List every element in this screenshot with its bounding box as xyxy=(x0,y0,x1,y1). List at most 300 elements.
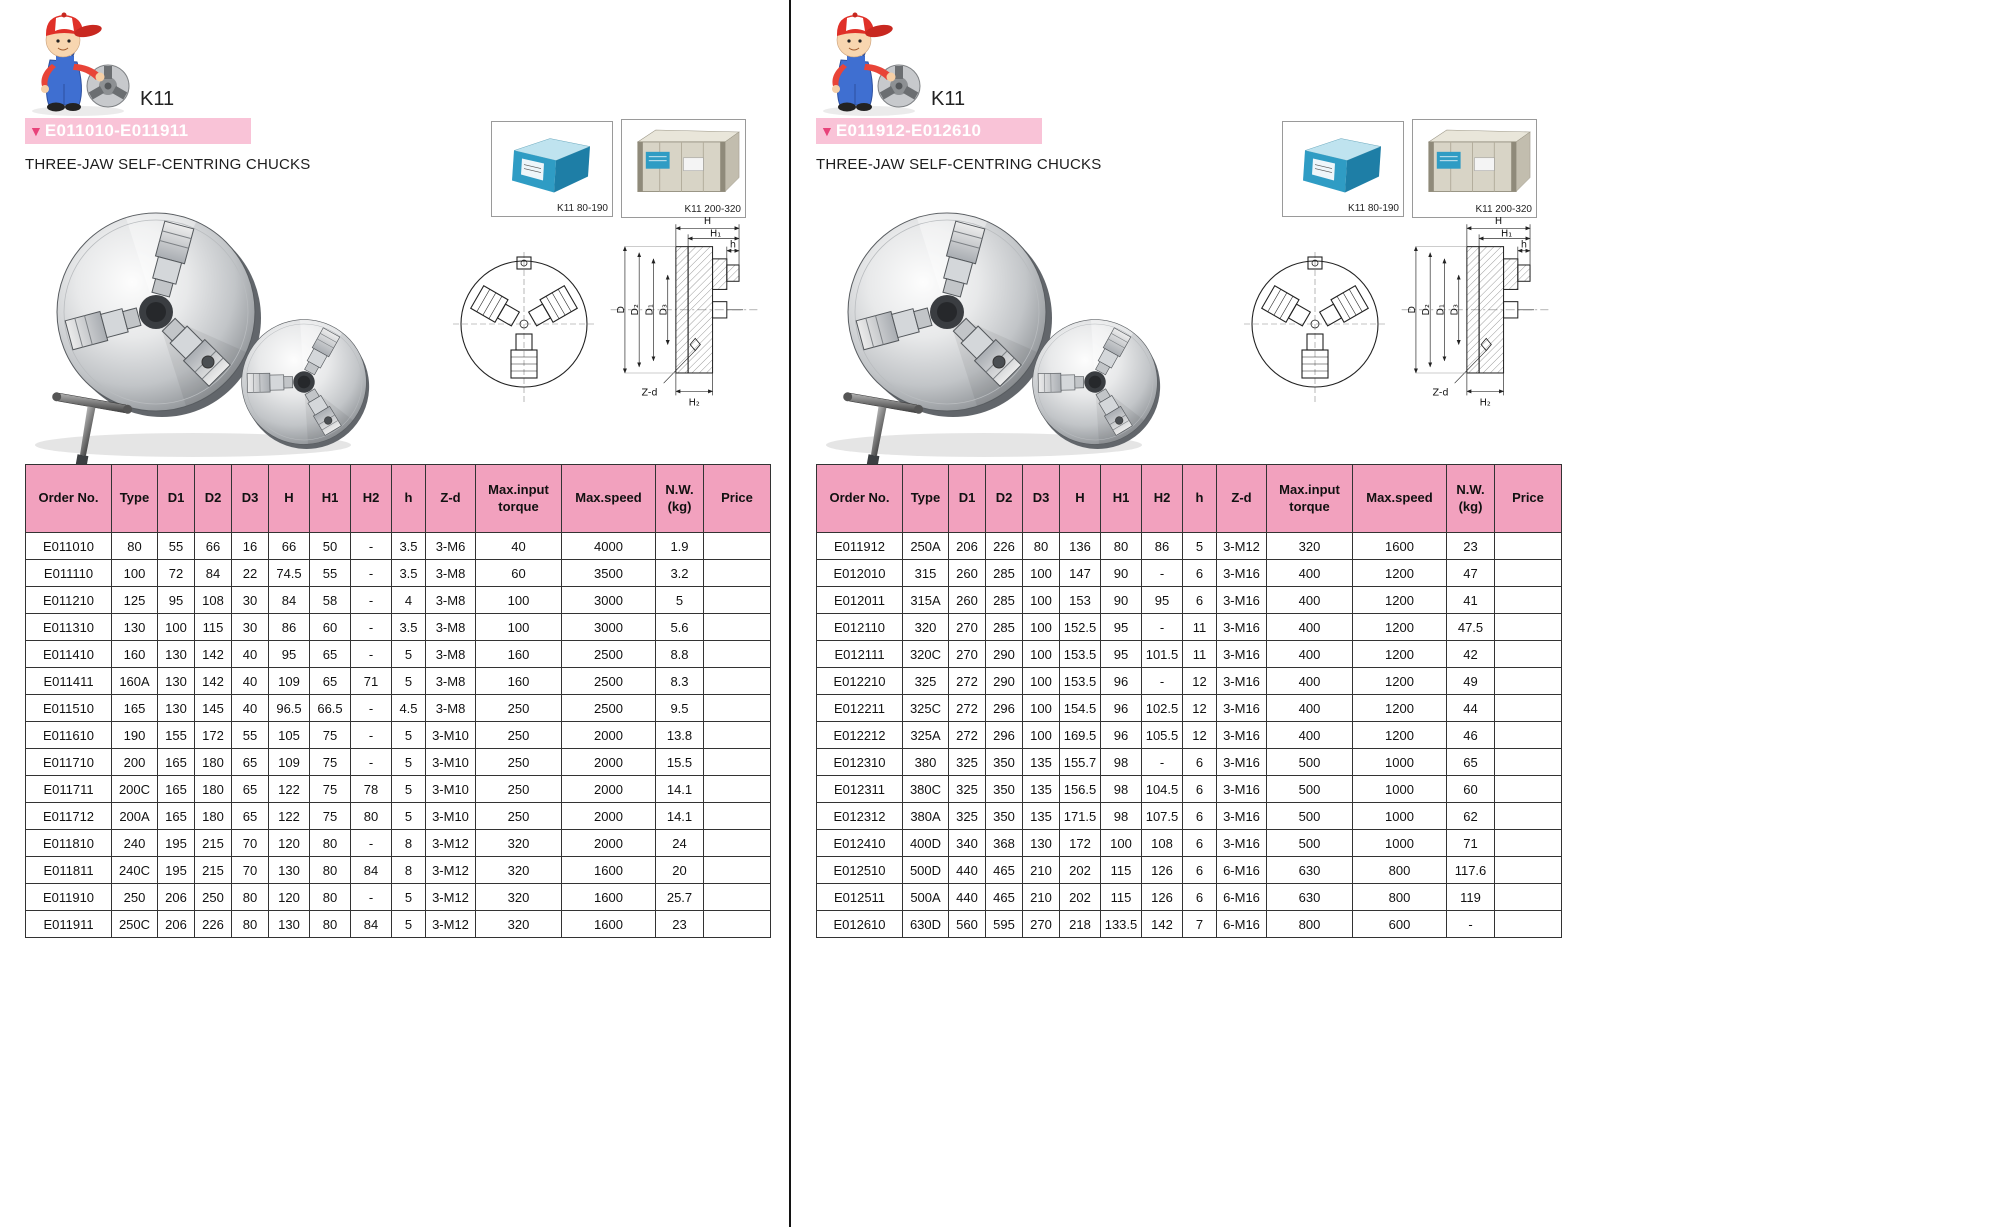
column-header: D1 xyxy=(158,465,195,533)
table-cell: 142 xyxy=(195,641,232,668)
table-cell: 3.2 xyxy=(656,560,704,587)
table-cell: 630 xyxy=(1267,857,1353,884)
table-cell: 250A xyxy=(903,533,949,560)
table-cell: 6 xyxy=(1183,884,1217,911)
dim-label-H: H xyxy=(1494,216,1503,228)
table-cell: 340 xyxy=(949,830,986,857)
table-row xyxy=(26,641,771,668)
table-cell: E011510 xyxy=(26,695,112,722)
table-cell xyxy=(704,749,771,776)
table-cell: 142 xyxy=(195,668,232,695)
table-cell xyxy=(1495,749,1562,776)
table-cell: 180 xyxy=(195,776,232,803)
table-cell: 8.8 xyxy=(656,641,704,668)
table-cell xyxy=(1495,722,1562,749)
table-cell: 74.5 xyxy=(269,560,310,587)
table-cell: 3-M8 xyxy=(426,560,476,587)
table-cell xyxy=(704,614,771,641)
table-cell: 320 xyxy=(476,830,562,857)
table-cell: 400 xyxy=(1267,668,1353,695)
table-row xyxy=(817,560,1562,587)
table-cell: 108 xyxy=(195,587,232,614)
table-cell: 126 xyxy=(1142,857,1183,884)
table-cell: 1000 xyxy=(1353,830,1447,857)
table-cell: 1200 xyxy=(1353,695,1447,722)
table-cell: 80 xyxy=(351,803,392,830)
table-cell: - xyxy=(1447,911,1495,938)
table-cell: 96 xyxy=(1101,668,1142,695)
table-cell: 71 xyxy=(351,668,392,695)
table-cell: 1200 xyxy=(1353,560,1447,587)
table-cell: 270 xyxy=(1023,911,1060,938)
table-cell: 400 xyxy=(1267,587,1353,614)
table-cell: 270 xyxy=(949,614,986,641)
table-row xyxy=(26,803,771,830)
table-cell: 165 xyxy=(158,776,195,803)
table-cell: 66.5 xyxy=(310,695,351,722)
dim-label-h: h xyxy=(729,239,736,251)
table-cell: 6 xyxy=(1183,749,1217,776)
table-cell: 115 xyxy=(1101,857,1142,884)
dim-label-D3: D₃ xyxy=(658,304,670,316)
table-cell: 105.5 xyxy=(1142,722,1183,749)
table-cell: 250 xyxy=(476,722,562,749)
column-header: h xyxy=(1183,465,1217,533)
table-cell: 23 xyxy=(656,911,704,938)
table-cell: 40 xyxy=(232,668,269,695)
table-cell: E012011 xyxy=(817,587,903,614)
table-cell: E012610 xyxy=(817,911,903,938)
chuck-section-diagram xyxy=(600,212,766,428)
table-cell: 296 xyxy=(986,722,1023,749)
table-cell: 2000 xyxy=(562,803,656,830)
table-cell: 95 xyxy=(269,641,310,668)
table-cell xyxy=(1495,533,1562,560)
table-cell xyxy=(1495,830,1562,857)
table-cell: 200 xyxy=(112,749,158,776)
table-cell: 80 xyxy=(232,884,269,911)
table-cell: 3-M16 xyxy=(1217,776,1267,803)
dim-label-D1: D₁ xyxy=(1435,304,1447,316)
table-cell: 70 xyxy=(232,830,269,857)
table-cell: 325A xyxy=(903,722,949,749)
table-cell: 90 xyxy=(1101,560,1142,587)
table-row xyxy=(26,911,771,938)
table-cell: 15.5 xyxy=(656,749,704,776)
table-cell: 156.5 xyxy=(1060,776,1101,803)
table-cell: - xyxy=(351,749,392,776)
table-cell: 100 xyxy=(476,587,562,614)
table-cell xyxy=(704,776,771,803)
table-cell: 165 xyxy=(158,803,195,830)
table-cell: 95 xyxy=(1142,587,1183,614)
column-header: Price xyxy=(704,465,771,533)
table-cell: 8 xyxy=(392,857,426,884)
table-cell: 320 xyxy=(903,614,949,641)
dim-label-D: D xyxy=(1406,306,1418,314)
table-cell: - xyxy=(351,884,392,911)
table-cell: 400 xyxy=(1267,695,1353,722)
column-header: Max.speed xyxy=(562,465,656,533)
column-header: H1 xyxy=(310,465,351,533)
table-cell: 1000 xyxy=(1353,776,1447,803)
table-cell: 98 xyxy=(1101,803,1142,830)
section-title: THREE-JAW SELF-CENTRING CHUCKS xyxy=(816,156,1102,173)
table-cell: 250C xyxy=(112,911,158,938)
column-header: Max.input torque xyxy=(476,465,562,533)
table-cell: 130 xyxy=(112,614,158,641)
table-cell: 14.1 xyxy=(656,803,704,830)
range-banner xyxy=(816,118,1042,144)
table-cell: 47 xyxy=(1447,560,1495,587)
table-cell: 325 xyxy=(949,776,986,803)
table-cell: 1200 xyxy=(1353,722,1447,749)
table-cell: 3-M8 xyxy=(426,695,476,722)
chuck-section-diagram xyxy=(1391,212,1557,428)
table-cell: 1600 xyxy=(562,857,656,884)
column-header: Max.input torque xyxy=(1267,465,1353,533)
table-cell: 5 xyxy=(392,641,426,668)
table-cell: 368 xyxy=(986,830,1023,857)
table-row xyxy=(26,884,771,911)
table-cell: 400 xyxy=(1267,614,1353,641)
table-cell: 3-M12 xyxy=(1217,533,1267,560)
table-cell: 440 xyxy=(949,857,986,884)
table-cell: 3-M16 xyxy=(1217,749,1267,776)
table-cell: 500 xyxy=(1267,776,1353,803)
table-cell: 2500 xyxy=(562,668,656,695)
table-cell: 75 xyxy=(310,776,351,803)
table-cell: 72 xyxy=(158,560,195,587)
table-cell: 60 xyxy=(476,560,562,587)
table-cell: 130 xyxy=(158,695,195,722)
table-cell: 400 xyxy=(1267,722,1353,749)
table-cell: 153 xyxy=(1060,587,1101,614)
table-cell: 55 xyxy=(158,533,195,560)
column-header: D3 xyxy=(232,465,269,533)
dim-label-D: D xyxy=(615,306,627,314)
table-row xyxy=(26,560,771,587)
table-cell: 260 xyxy=(949,587,986,614)
table-cell: 84 xyxy=(269,587,310,614)
table-cell: 5 xyxy=(1183,533,1217,560)
table-cell: E011810 xyxy=(26,830,112,857)
table-row xyxy=(817,614,1562,641)
table-cell: 320 xyxy=(476,884,562,911)
table-cell: E012010 xyxy=(817,560,903,587)
table-cell: 105 xyxy=(269,722,310,749)
table-cell: 3-M10 xyxy=(426,722,476,749)
table-body xyxy=(26,533,771,938)
packaging-photo-large xyxy=(621,119,746,218)
table-cell: 560 xyxy=(949,911,986,938)
table-cell: 130 xyxy=(158,641,195,668)
table-cell: 270 xyxy=(949,641,986,668)
dim-label-Zd: Z-d xyxy=(1432,387,1449,399)
table-cell: 95 xyxy=(1101,614,1142,641)
table-cell: 80 xyxy=(310,857,351,884)
table-cell: 226 xyxy=(195,911,232,938)
table-cell: 80 xyxy=(1023,533,1060,560)
table-cell: 500 xyxy=(1267,749,1353,776)
table-cell: 2500 xyxy=(562,695,656,722)
column-header: D3 xyxy=(1023,465,1060,533)
table-cell: 42 xyxy=(1447,641,1495,668)
table-cell: 3-M8 xyxy=(426,641,476,668)
table-cell xyxy=(1495,560,1562,587)
table-cell: 3-M16 xyxy=(1217,560,1267,587)
column-header: Type xyxy=(903,465,949,533)
table-cell: 206 xyxy=(158,884,195,911)
table-cell: 160 xyxy=(476,641,562,668)
table-cell: 23 xyxy=(1447,533,1495,560)
packaging-photo-large xyxy=(1412,119,1537,218)
column-header: Order No. xyxy=(26,465,112,533)
table-cell: 2000 xyxy=(562,722,656,749)
table-cell: 153.5 xyxy=(1060,668,1101,695)
table-cell: 55 xyxy=(232,722,269,749)
table-cell: 100 xyxy=(1023,695,1060,722)
table-row xyxy=(26,722,771,749)
table-cell: 100 xyxy=(1023,722,1060,749)
brand-label: K11 xyxy=(931,88,966,110)
column-header: H xyxy=(269,465,310,533)
table-cell: 272 xyxy=(949,668,986,695)
table-cell xyxy=(1495,668,1562,695)
column-header: h xyxy=(392,465,426,533)
table-cell: 41 xyxy=(1447,587,1495,614)
table-cell: 75 xyxy=(310,722,351,749)
table-cell: 25.7 xyxy=(656,884,704,911)
table-cell: 440 xyxy=(949,884,986,911)
table-cell: 315 xyxy=(903,560,949,587)
table-cell: 86 xyxy=(1142,533,1183,560)
table-cell xyxy=(704,668,771,695)
table-row xyxy=(817,695,1562,722)
table-cell: 3-M16 xyxy=(1217,803,1267,830)
table-cell: 400D xyxy=(903,830,949,857)
crate-image xyxy=(1413,120,1536,200)
table-cell: 142 xyxy=(1142,911,1183,938)
table-cell: 8 xyxy=(392,830,426,857)
chuck-product-photo xyxy=(799,190,1199,464)
table-cell: 66 xyxy=(269,533,310,560)
photo-caption-large: K11 200-320 xyxy=(684,204,741,215)
table-cell: 165 xyxy=(158,749,195,776)
table-cell: 96.5 xyxy=(269,695,310,722)
table-cell: 296 xyxy=(986,695,1023,722)
table-cell: 90 xyxy=(1101,587,1142,614)
table-cell: 96 xyxy=(1101,695,1142,722)
table-cell: 500 xyxy=(1267,830,1353,857)
table-cell xyxy=(1495,911,1562,938)
table-row xyxy=(817,830,1562,857)
triangle-marker-icon: ▼ xyxy=(29,123,43,139)
column-header: D2 xyxy=(195,465,232,533)
table-cell: 250 xyxy=(476,749,562,776)
chuck-front-diagram xyxy=(447,232,602,412)
table-row xyxy=(817,533,1562,560)
table-cell: 135 xyxy=(1023,776,1060,803)
table-cell: E011811 xyxy=(26,857,112,884)
table-cell: 171.5 xyxy=(1060,803,1101,830)
table-cell: 98 xyxy=(1101,749,1142,776)
table-cell xyxy=(704,560,771,587)
range-banner xyxy=(25,118,251,144)
table-cell: 3500 xyxy=(562,560,656,587)
table-cell: 250 xyxy=(476,803,562,830)
table-cell: 6-M16 xyxy=(1217,911,1267,938)
table-cell: 3-M6 xyxy=(426,533,476,560)
table-cell: 400 xyxy=(1267,560,1353,587)
table-cell: 6 xyxy=(1183,803,1217,830)
table-cell: 3-M16 xyxy=(1217,830,1267,857)
table-cell: 272 xyxy=(949,695,986,722)
table-cell: 80 xyxy=(310,911,351,938)
table-cell xyxy=(704,695,771,722)
table-row xyxy=(817,776,1562,803)
table-cell: 65 xyxy=(232,803,269,830)
table-cell: 126 xyxy=(1142,884,1183,911)
table-cell: - xyxy=(1142,668,1183,695)
table-cell: E012210 xyxy=(817,668,903,695)
table-cell: 4000 xyxy=(562,533,656,560)
table-cell: 350 xyxy=(986,803,1023,830)
dim-label-H1: H₁ xyxy=(1501,228,1513,240)
table-cell: 630 xyxy=(1267,884,1353,911)
table-cell: E012111 xyxy=(817,641,903,668)
table-cell: 325 xyxy=(949,803,986,830)
carton-box-image xyxy=(492,122,612,199)
table-cell: 3-M8 xyxy=(426,668,476,695)
table-cell: 240 xyxy=(112,830,158,857)
table-cell: 500A xyxy=(903,884,949,911)
table-cell: 80 xyxy=(310,884,351,911)
table-cell: 154.5 xyxy=(1060,695,1101,722)
table-cell: 65 xyxy=(232,749,269,776)
column-header: Order No. xyxy=(817,465,903,533)
crate-image xyxy=(622,120,745,200)
table-cell: 3.5 xyxy=(392,560,426,587)
table-cell: E011711 xyxy=(26,776,112,803)
table-row xyxy=(817,911,1562,938)
table-cell xyxy=(704,722,771,749)
table-row xyxy=(26,749,771,776)
table-cell: 100 xyxy=(476,614,562,641)
column-header: N.W. (kg) xyxy=(656,465,704,533)
table-cell xyxy=(1495,641,1562,668)
table-cell: 125 xyxy=(112,587,158,614)
table-header-row xyxy=(817,465,1562,533)
table-cell: 122 xyxy=(269,803,310,830)
table-cell: 630D xyxy=(903,911,949,938)
table-cell: 108 xyxy=(1142,830,1183,857)
column-header: Z-d xyxy=(426,465,476,533)
table-cell: 115 xyxy=(1101,884,1142,911)
table-cell: E011310 xyxy=(26,614,112,641)
table-cell: 6 xyxy=(1183,776,1217,803)
table-cell: 3-M10 xyxy=(426,776,476,803)
table-cell: 24 xyxy=(656,830,704,857)
table-cell: 1200 xyxy=(1353,641,1447,668)
table-row xyxy=(26,614,771,641)
table-cell: E011912 xyxy=(817,533,903,560)
table-cell: 4.5 xyxy=(392,695,426,722)
table-body xyxy=(817,533,1562,938)
table-cell: 206 xyxy=(158,911,195,938)
packaging-photo-small xyxy=(1282,121,1404,217)
column-header: H2 xyxy=(1142,465,1183,533)
table-cell: 5 xyxy=(392,911,426,938)
table-cell: 3-M12 xyxy=(426,857,476,884)
table-cell: 84 xyxy=(351,911,392,938)
table-row xyxy=(817,722,1562,749)
table-cell: 100 xyxy=(1023,614,1060,641)
table-cell: 3-M10 xyxy=(426,803,476,830)
table-cell: E012211 xyxy=(817,695,903,722)
table-cell: 109 xyxy=(269,749,310,776)
table-cell: 133.5 xyxy=(1101,911,1142,938)
table-cell: E012212 xyxy=(817,722,903,749)
table-row xyxy=(817,803,1562,830)
table-cell: 1600 xyxy=(562,884,656,911)
table-cell: 153.5 xyxy=(1060,641,1101,668)
table-cell xyxy=(704,830,771,857)
table-cell: 100 xyxy=(1023,641,1060,668)
spec-table xyxy=(816,464,1562,938)
table-cell: 60 xyxy=(310,614,351,641)
dim-label-D1: D₁ xyxy=(644,304,656,316)
photo-caption-small: K11 80-190 xyxy=(1348,203,1399,214)
table-cell: 100 xyxy=(1023,560,1060,587)
table-cell: 202 xyxy=(1060,857,1101,884)
table-cell: E011910 xyxy=(26,884,112,911)
table-cell: 400 xyxy=(1267,641,1353,668)
table-cell: 195 xyxy=(158,857,195,884)
table-cell: 12 xyxy=(1183,695,1217,722)
table-cell: - xyxy=(351,695,392,722)
table-cell: 95 xyxy=(158,587,195,614)
photo-caption-large: K11 200-320 xyxy=(1475,204,1532,215)
table-cell: 215 xyxy=(195,857,232,884)
table-cell: 1000 xyxy=(1353,803,1447,830)
table-row xyxy=(26,587,771,614)
table-cell: 6 xyxy=(1183,857,1217,884)
table-cell: 80 xyxy=(310,830,351,857)
table-cell: 50 xyxy=(310,533,351,560)
table-cell: 3-M16 xyxy=(1217,641,1267,668)
spec-table xyxy=(25,464,771,938)
table-cell: 22 xyxy=(232,560,269,587)
table-cell: 107.5 xyxy=(1142,803,1183,830)
table-cell: 325 xyxy=(903,668,949,695)
table-cell: 84 xyxy=(195,560,232,587)
table-row xyxy=(26,830,771,857)
table-cell: - xyxy=(1142,614,1183,641)
table-cell xyxy=(704,587,771,614)
table-cell: 226 xyxy=(986,533,1023,560)
table-cell: 16 xyxy=(232,533,269,560)
table-cell: 58 xyxy=(310,587,351,614)
table-cell: 202 xyxy=(1060,884,1101,911)
table-cell: 47.5 xyxy=(1447,614,1495,641)
table-cell: 12 xyxy=(1183,722,1217,749)
table-cell: 290 xyxy=(986,641,1023,668)
table-row xyxy=(817,668,1562,695)
section-title: THREE-JAW SELF-CENTRING CHUCKS xyxy=(25,156,311,173)
range-label: E011010-E011911 xyxy=(44,121,189,140)
column-header: N.W. (kg) xyxy=(1447,465,1495,533)
